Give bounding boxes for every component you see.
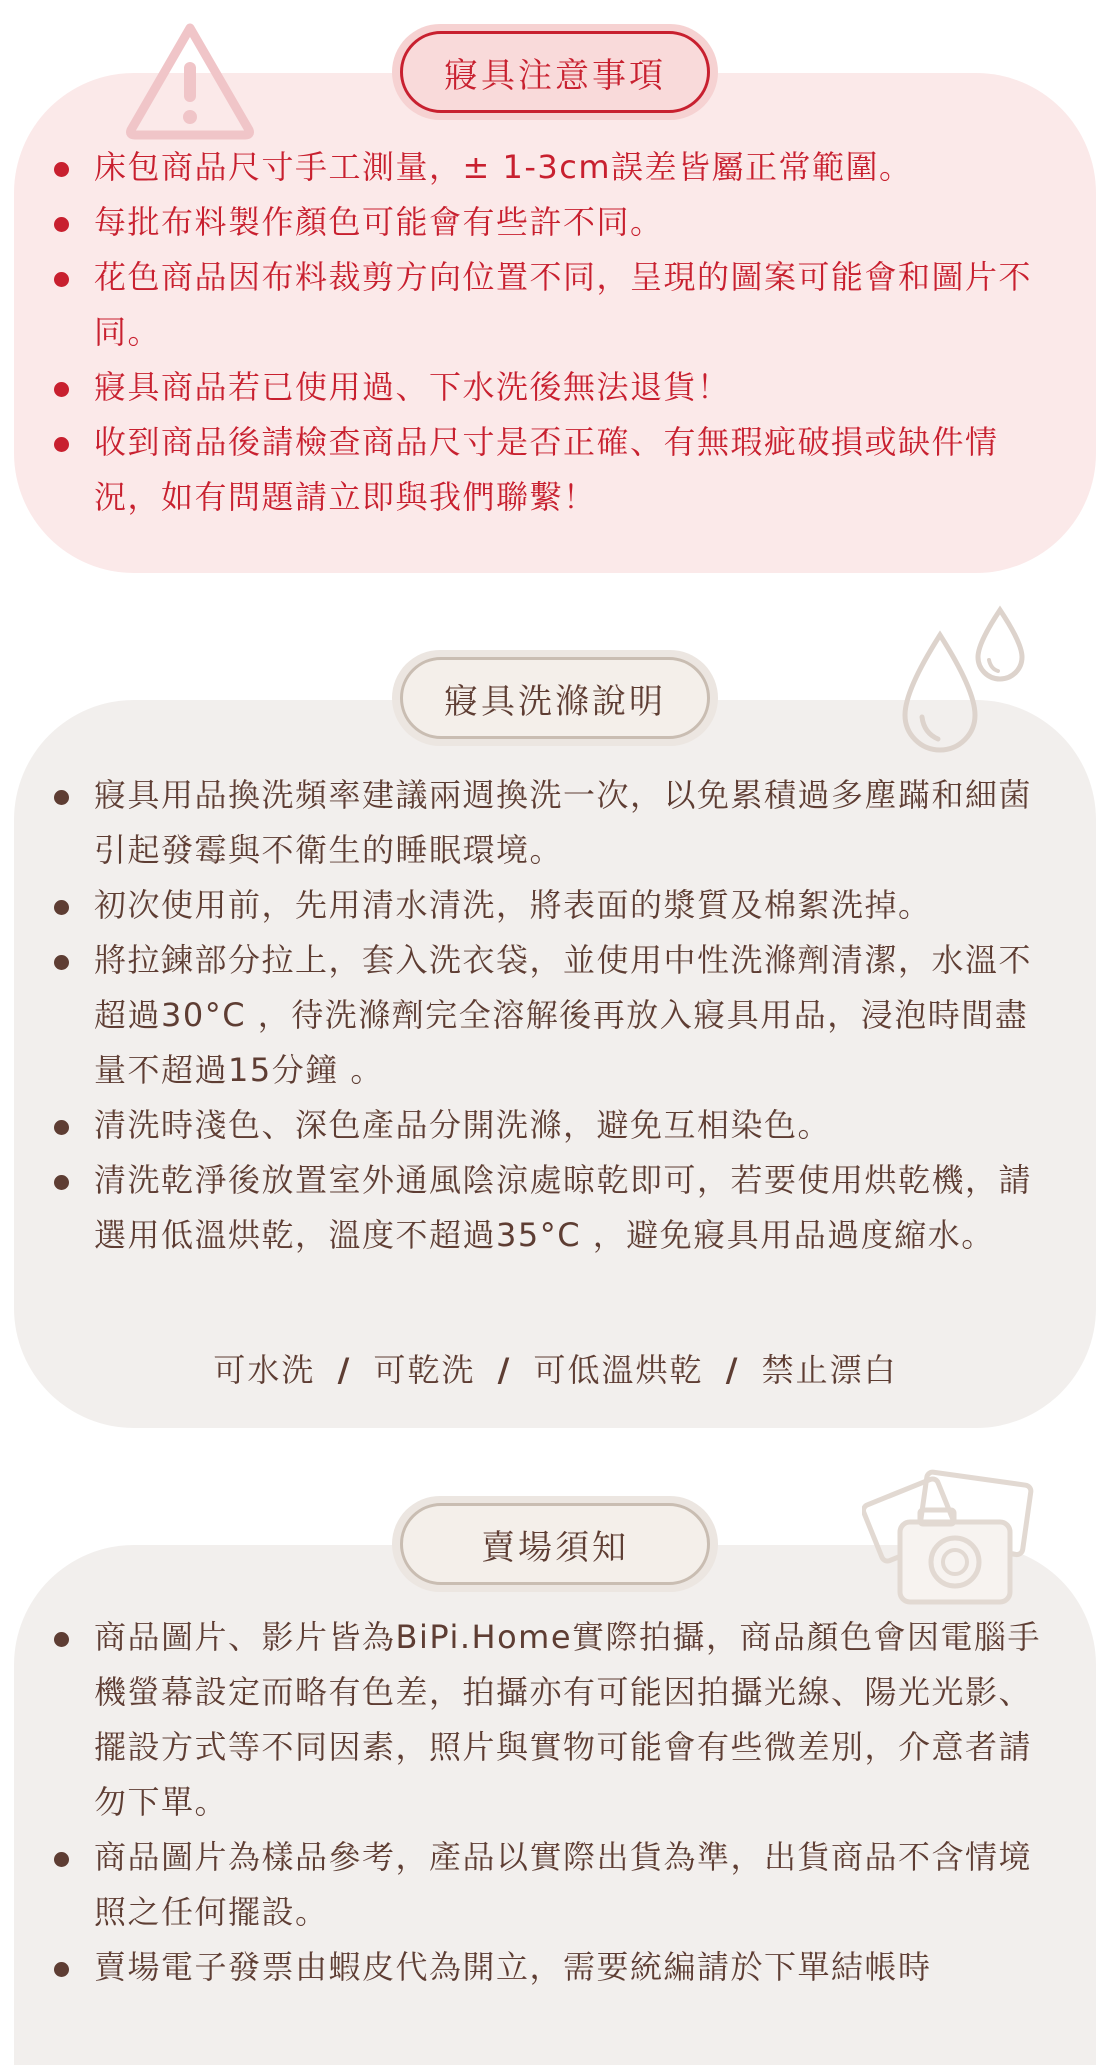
care-label-washable: 可水洗: [213, 1351, 316, 1389]
list-item: 清洗乾淨後放置室外通風陰涼處晾乾即可，若要使用烘乾機，請選用低溫烘乾，溫度不超過35°C ，避免寢具用品過度縮水。: [48, 1153, 1048, 1263]
list-item: 將拉鍊部分拉上，套入洗衣袋，並使用中性洗滌劑清潔，水溫不超過30°C ，待洗滌劑完全溶解後再放入寢具用品，浸泡時間盡量不超過15分鐘 。: [48, 933, 1048, 1098]
list-item: 花色商品因布料裁剪方向位置不同，呈現的圖案可能會和圖片不同。: [48, 250, 1048, 360]
store-notice-list: [48, 1610, 1048, 1995]
list-item: 商品圖片為樣品參考，產品以實際出貨為準，出貨商品不含情境照之任何擺設。: [48, 1830, 1048, 1940]
washing-title: 寢具洗滌說明: [400, 657, 710, 739]
washing-title-pill: [392, 650, 718, 746]
list-item: 每批布料製作顏色可能會有些許不同。: [48, 195, 1048, 250]
list-item: 商品圖片、影片皆為BiPi.Home實際拍攝，商品顏色會因電腦手機螢幕設定而略有色差，拍攝亦有可能因拍攝光線、陽光光影、擺設方式等不同因素，照片與實物可能會有些微差別，介意者請勿下單。: [48, 1610, 1048, 1830]
list-item: 清洗時淺色、深色產品分開洗滌，避免互相染色。: [48, 1098, 1048, 1153]
care-labels: [0, 1345, 1111, 1391]
list-item: 寢具用品換洗頻率建議兩週換洗一次，以免累積過多塵蹣和細菌引起發霉與不衛生的睡眠環境。: [48, 768, 1048, 878]
warning-triangle-icon: [125, 22, 255, 140]
list-item: 寢具商品若已使用過、下水洗後無法退貨！: [48, 360, 1048, 415]
store-notice-title-pill: [392, 1496, 718, 1592]
notice-title-pill: [392, 24, 718, 120]
care-separator: /: [337, 1351, 352, 1389]
care-separator: /: [725, 1351, 740, 1389]
care-label-low-heat-dry: 可低溫烘乾: [533, 1351, 704, 1389]
care-label-dry-clean: 可乾洗: [373, 1351, 476, 1389]
care-label-no-bleach: 禁止漂白: [761, 1351, 898, 1389]
store-notice-title: 賣場須知: [400, 1503, 710, 1585]
washing-list: [48, 768, 1048, 1263]
list-item: 收到商品後請檢查商品尺寸是否正確、有無瑕疵破損或缺件情況，如有問題請立即與我們聯繫！: [48, 415, 1048, 525]
list-item: 床包商品尺寸手工測量，± 1-3cm誤差皆屬正常範圍。: [48, 140, 1048, 195]
notice-list: [48, 140, 1048, 525]
list-item: 賣場電子發票由蝦皮代為開立，需要統編請於下單結帳時: [48, 1940, 1048, 1995]
water-drops-icon: [890, 605, 1035, 770]
list-item: 初次使用前，先用清水清洗，將表面的漿質及棉絮洗掉。: [48, 878, 1048, 933]
notice-title: 寢具注意事項: [400, 31, 710, 113]
camera-photos-icon: [862, 1460, 1040, 1610]
care-separator: /: [497, 1351, 512, 1389]
